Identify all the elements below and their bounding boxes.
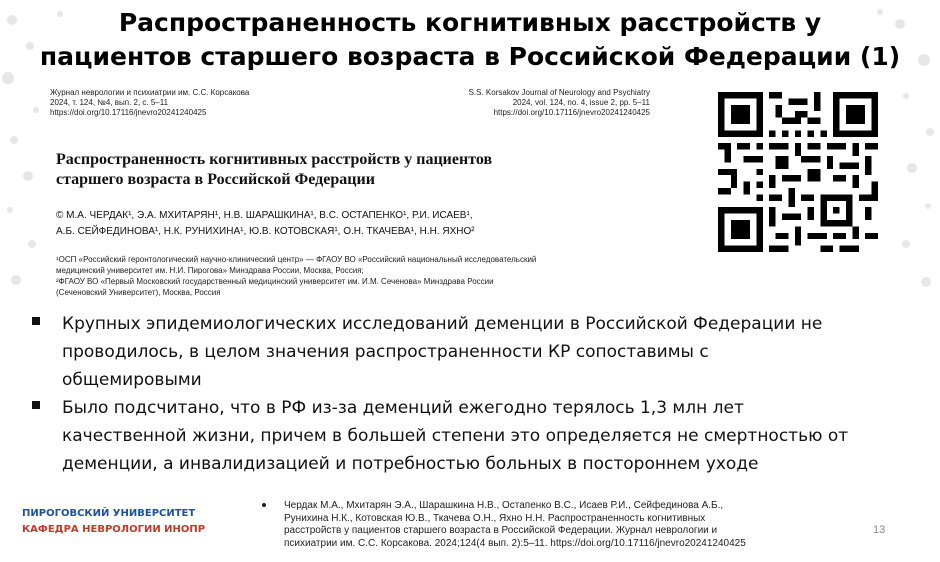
bullet-list (30, 310, 910, 478)
journal-header-en (469, 88, 650, 118)
affiliation-line: (Сеченовский Университет), Москва, Россия (56, 288, 221, 297)
bullet-line: качественной жизни, причем в большей степени это определяется не смертностью от (62, 426, 849, 446)
journal-name-ru: Журнал неврологии и психиатрии им. С.С. Корсакова (50, 88, 250, 97)
list-item (30, 394, 910, 478)
affiliation-line: ²ФГАОУ ВО «Первый Московский государственный медицинский университет им. И.М. Сеченова» Минздрава России (56, 277, 494, 286)
journal-header-ru (50, 88, 249, 118)
bullet-text (62, 310, 910, 394)
department-name: КАФЕДРА НЕВРОЛОГИИ ИНОПР (22, 524, 206, 535)
bullet-line: общемировыми (62, 370, 202, 390)
reference (262, 500, 746, 550)
reference-text (284, 500, 746, 550)
authors-line: А.Б. СЕЙФЕДИНОВА¹, Н.К. РУНИХИНА¹, Ю.В. КОТОВСКАЯ¹, О.Н. ТКАЧЕВА¹, Н.Н. ЯХНО² (56, 226, 475, 237)
reference-line: Чердак М.А., Мхитарян Э.А., Шарашкина Н.В., Остапенко В.С., Исаев Р.И., Сейфединова А.Б., (284, 500, 724, 511)
reference-line: расстройств у пациентов старшего возраста в Российской Федерации. Журнал неврологии и (284, 525, 718, 536)
qr-code-icon (718, 92, 878, 252)
journal-doi-ru: https://doi.org/10.17116/jnevro20241240425 (50, 108, 207, 117)
article-title (56, 150, 492, 190)
university-name: ПИРОГОВСКИЙ УНИВЕРСИТЕТ (22, 508, 196, 519)
affiliation-line: ¹ОСП «Российский геронтологический научно-клинический центр» — ФГАОУ ВО «Российский национальный исследовательский (56, 255, 537, 264)
square-bullet-icon (32, 317, 40, 325)
journal-issue-en: 2024, vol. 124, no. 4, issue 2, pp. 5–11 (512, 98, 650, 107)
article-affiliations (56, 254, 646, 298)
reference-line: Рунихина Н.К., Котовская Ю.В., Ткачева О.Н., Яхно Н.Н. Распространенность когнитивных (284, 512, 706, 524)
slide-title-line: Распространенность когнитивных расстройств у (118, 8, 822, 37)
journal-issue-ru: 2024, т. 124, №4, вып. 2, с. 5–11 (50, 98, 169, 107)
journal-doi-en: https://doi.org/10.17116/jnevro20241240425 (493, 108, 650, 117)
article-title-line: старшего возраста в Российской Федерации (56, 171, 375, 188)
bullet-text (62, 394, 910, 478)
affiliation-line: медицинский университет им. Н.И. Пирогова» Минздрава России, Москва, Россия; (56, 266, 364, 275)
bullet-line: проводилось, в целом значения распространенности КР сопоставимы с (62, 342, 709, 362)
article-authors (56, 208, 475, 240)
university-branding (22, 506, 205, 538)
authors-line: © М.А. ЧЕРДАК¹, Э.А. МХИТАРЯН¹, Н.В. ШАРАШКИНА¹, В.С. ОСТАПЕНКО¹, Р.И. ИСАЕВ¹, (56, 210, 473, 221)
page-number: 13 (873, 524, 886, 536)
bullet-line: деменции, а инвалидизацией и потребностью больных в постороннем уходе (62, 454, 759, 474)
bullet-line: Было подсчитано, что в РФ из-за деменций ежегодно терялось 1,3 млн лет (62, 398, 744, 418)
journal-name-en: S.S. Korsakov Journal of Neurology and Psychiatry (468, 88, 650, 97)
reference-line: психиатрии им. С.С. Корсакова. 2024;124(4 вып. 2):5–11. https://doi.org/10.17116/jnevro20241240425 (284, 537, 746, 549)
slide-title-line: пациентов старшего возраста в Российской Федерации (1) (39, 42, 901, 71)
list-item (30, 310, 910, 394)
article-title-line: Распространенность когнитивных расстройств у пациентов (56, 151, 493, 168)
bullet-line: Крупных эпидемиологических исследований деменции в Российской Федерации не (62, 314, 823, 334)
round-bullet-icon (262, 503, 266, 507)
slide-title (0, 6, 940, 74)
square-bullet-icon (32, 401, 40, 409)
